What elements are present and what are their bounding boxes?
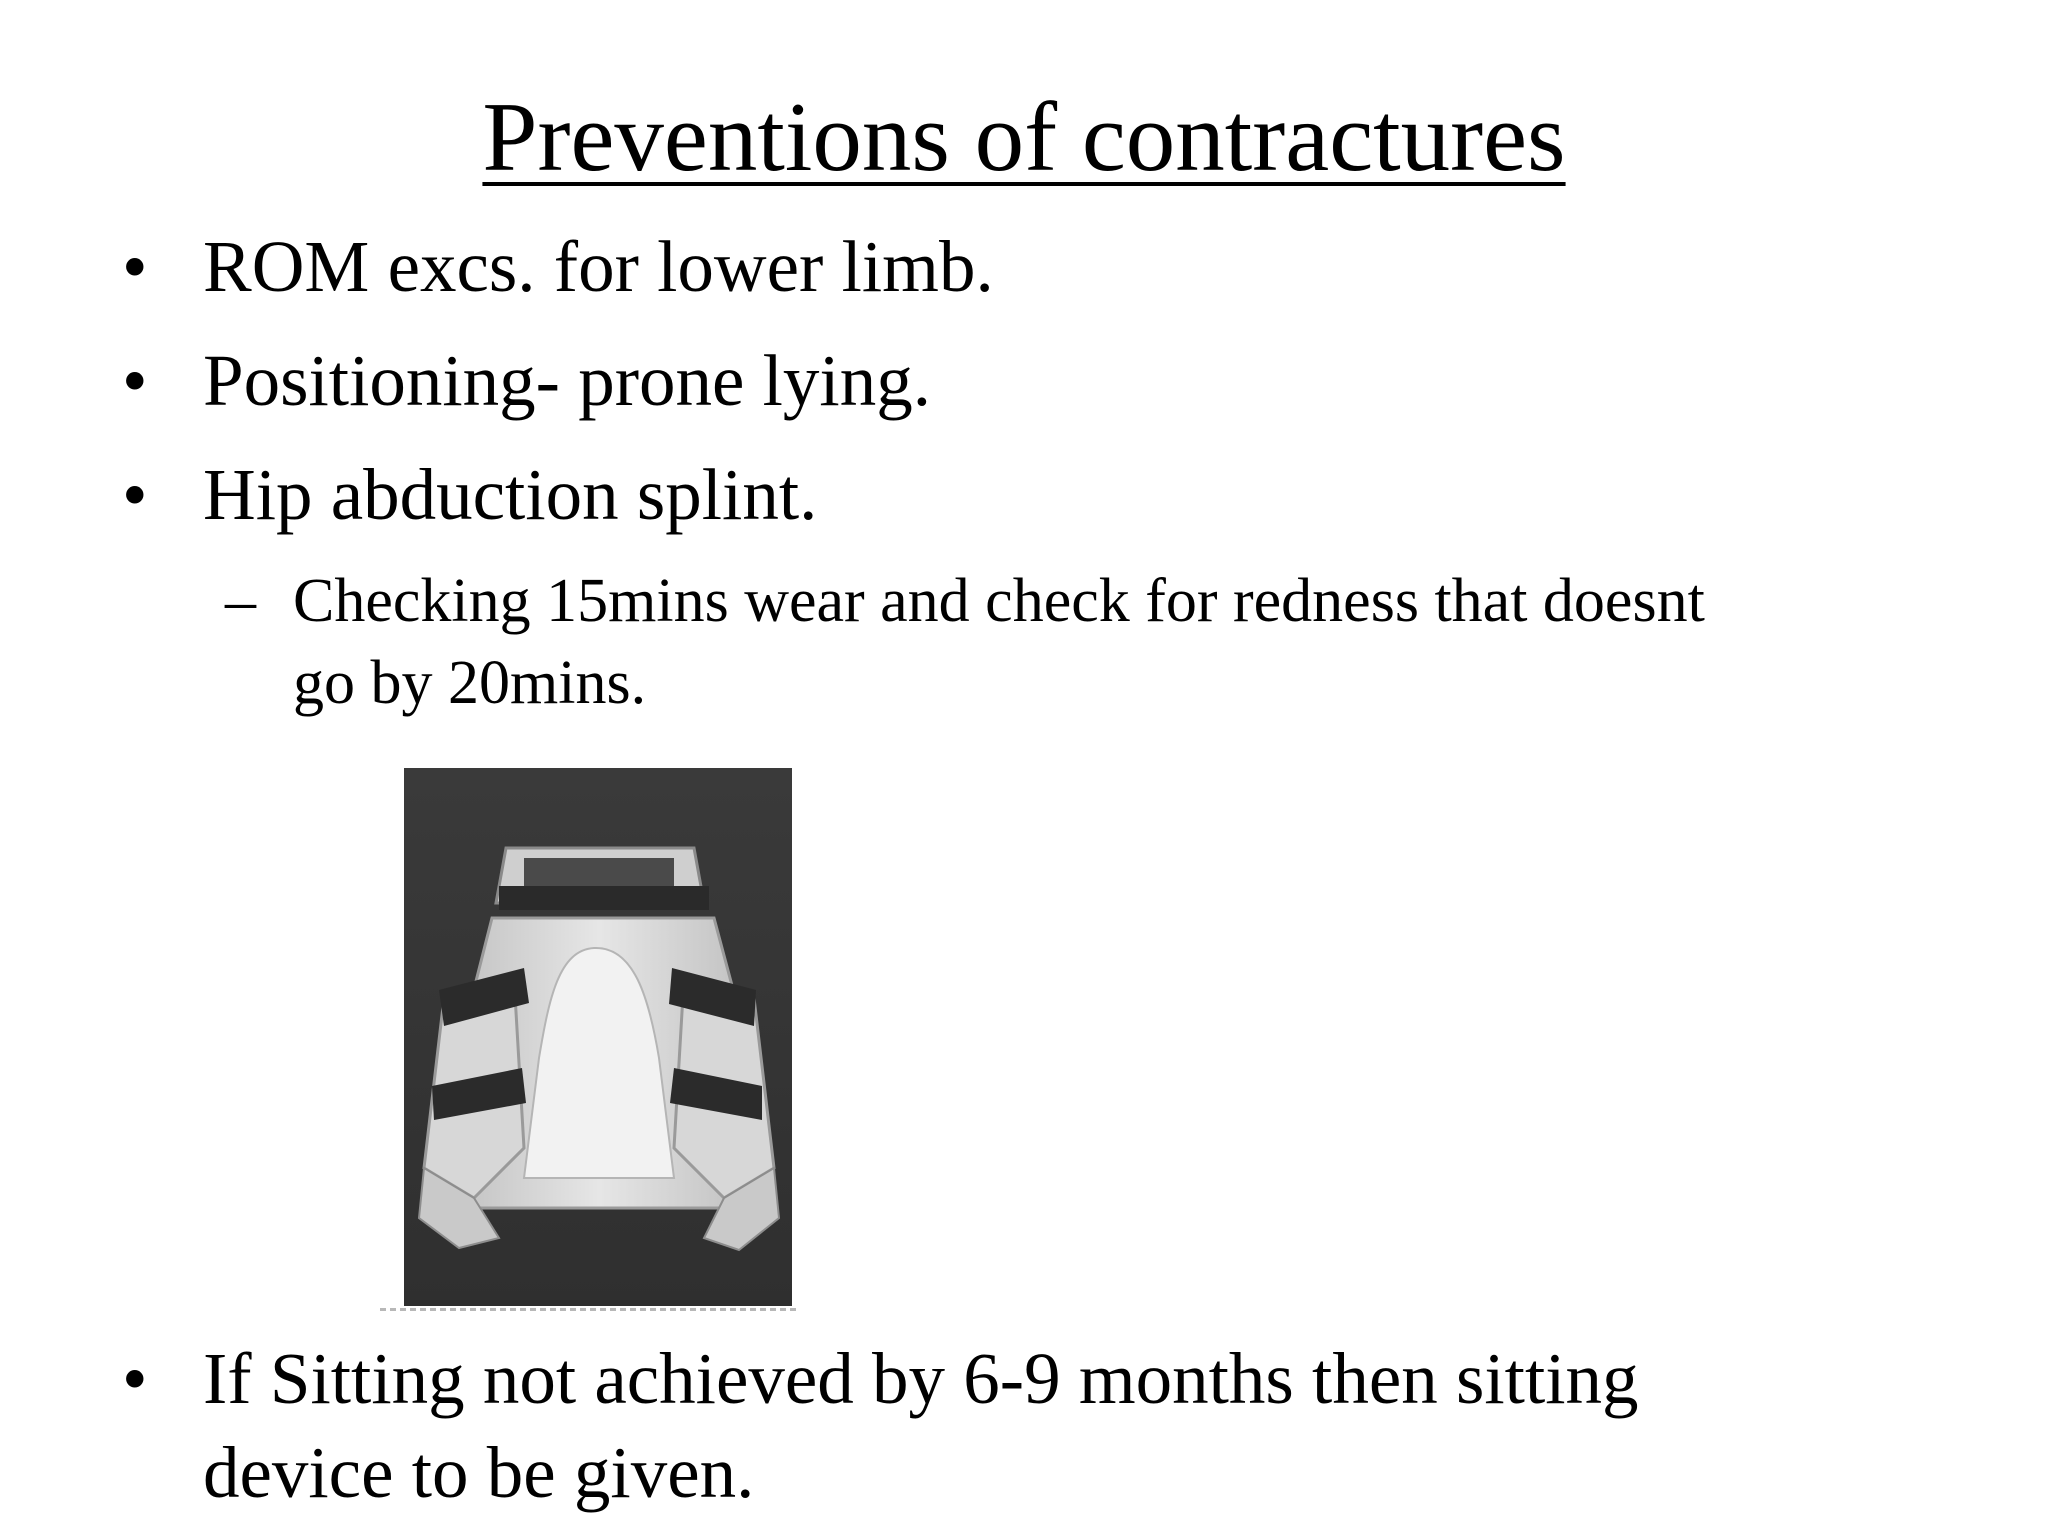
bullet-text: Hip abduction splint.: [203, 454, 818, 535]
bullet-mark: •: [122, 226, 148, 307]
bullet-text: ROM excs. for lower limb.: [203, 226, 994, 307]
hip-abduction-splint-photo: [404, 768, 792, 1306]
image-caption-line: [380, 1308, 800, 1311]
splint-illustration: [404, 768, 792, 1306]
bullet-mark: •: [122, 340, 148, 421]
bullet-text-line-1: If Sitting not achieved by 6-9 months then sitting: [203, 1338, 1639, 1419]
sub-bullet-mark: –: [225, 567, 256, 635]
sub-bullet-text-line-1: Checking 15mins wear and check for redness that doesnt: [293, 567, 1705, 635]
bullet-mark: •: [122, 454, 148, 535]
slide-title-text: Preventions of contractures: [482, 83, 1566, 192]
sub-bullet-text-line-2: go by 20mins.: [293, 649, 647, 717]
slide-title: [0, 78, 2048, 198]
bullet-text-line-2: device to be given.: [203, 1432, 755, 1513]
bullet-text: Positioning- prone lying.: [203, 340, 931, 421]
bullet-mark: •: [122, 1338, 148, 1419]
